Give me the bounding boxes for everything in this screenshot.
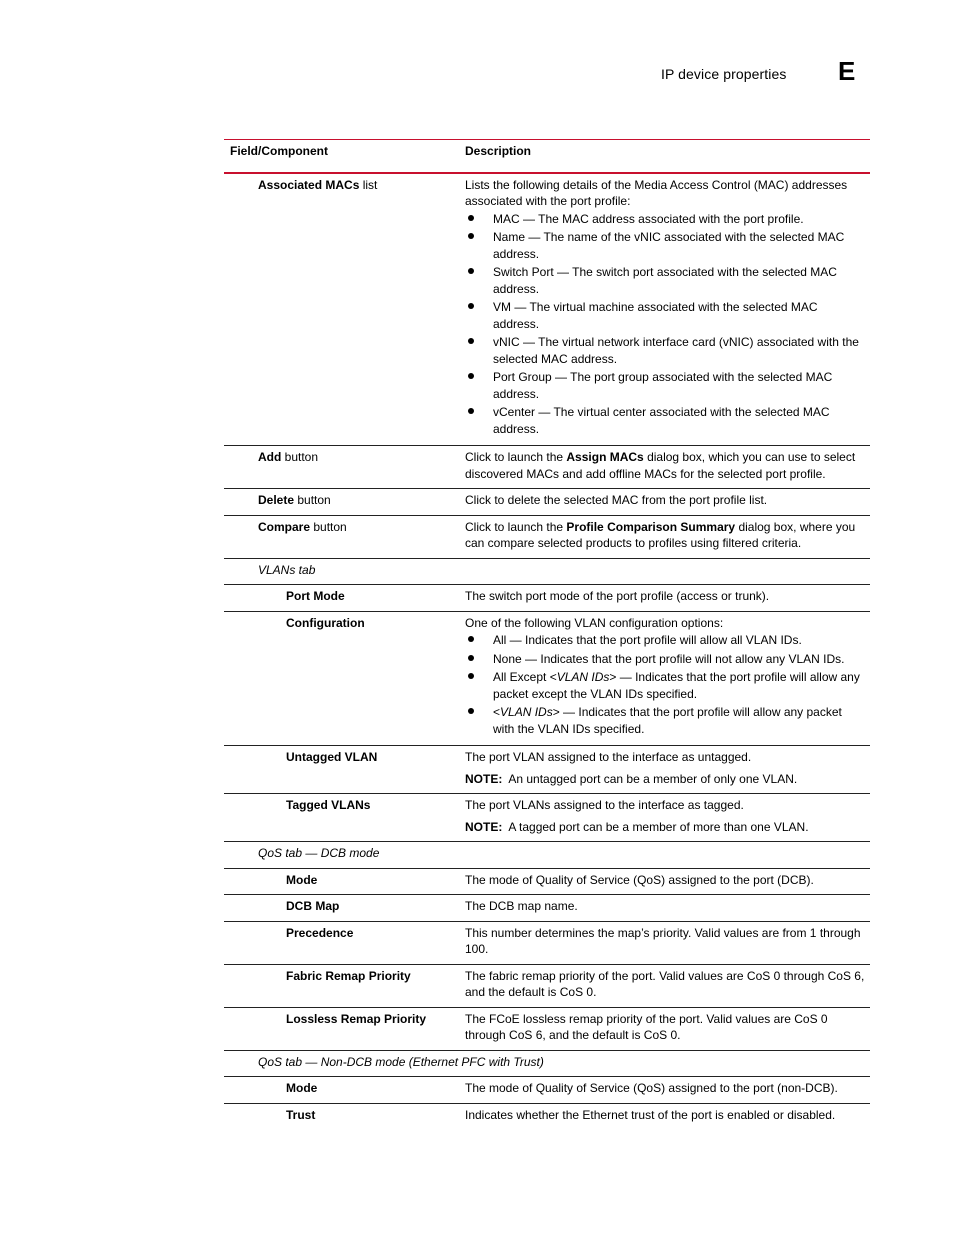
table-row: [224, 921, 870, 964]
section-label: QoS tab — Non-DCB mode (Ethernet PFC with Trust): [224, 1050, 870, 1077]
list-item-text: All Except <: [493, 670, 557, 684]
field-name: Associated MACs: [258, 177, 360, 192]
description-cell: The FCoE lossless remap priority of the port. Valid values are CoS 0 through CoS 6, and the default is CoS 0.: [453, 1007, 870, 1050]
list-item: Switch Port — The switch port associated with the selected MAC address.: [465, 264, 866, 297]
description-cell: [453, 173, 870, 446]
description-cell: The mode of Quality of Service (QoS) assigned to the port (DCB).: [453, 868, 870, 895]
description-cell: The switch port mode of the port profile (access or trunk).: [453, 585, 870, 612]
field-suffix: button: [281, 450, 319, 464]
field-cell: [224, 515, 453, 558]
section-label: QoS tab — DCB mode: [224, 842, 870, 869]
field-name: Tagged VLANs: [224, 794, 453, 842]
description-text: Click to launch the: [465, 519, 567, 534]
table-row: [224, 895, 870, 922]
section-row: [224, 842, 870, 869]
list-item: Name — The name of the vNIC associated with the selected MAC address.: [465, 229, 866, 262]
dialog-name: Assign MACs: [566, 450, 644, 464]
page-header: [0, 56, 954, 96]
field-name: Fabric Remap Priority: [224, 964, 453, 1007]
field-cell: [224, 489, 453, 516]
list-item: [465, 669, 866, 702]
field-name: Delete: [258, 493, 295, 507]
note-label: NOTE:: [465, 771, 503, 786]
properties-table: [224, 139, 870, 1129]
description-text: The port VLAN assigned to the interface as untagged.: [465, 750, 752, 764]
list-item-text: > — Indicates that the port profile will allow any packet except the VLAN IDs specified.: [493, 670, 860, 701]
bullet-list: [465, 632, 866, 737]
description-cell: The DCB map name.: [453, 895, 870, 922]
table-row: [224, 585, 870, 612]
description-cell: This number determines the map’s priority. Valid values are from 1 through 100.: [453, 921, 870, 964]
appendix-letter: E: [838, 56, 856, 86]
table-row: [224, 173, 870, 446]
list-item-italic: VLAN IDs: [500, 705, 553, 719]
table-row: [224, 1103, 870, 1129]
table-row: [224, 794, 870, 842]
description-text: Click to launch the: [465, 450, 567, 464]
field-name: Untagged VLAN: [224, 746, 453, 794]
list-item: VM — The virtual machine associated with the selected MAC address.: [465, 299, 866, 332]
field-suffix: list: [359, 177, 378, 192]
note-text: An untagged port can be a member of only one VLAN.: [508, 771, 798, 786]
description-cell: [453, 558, 870, 585]
table-row: [224, 964, 870, 1007]
table-row: [224, 1077, 870, 1104]
list-item: All — Indicates that the port profile will allow all VLAN IDs.: [465, 632, 866, 649]
table-row: [224, 1007, 870, 1050]
field-name: DCB Map: [224, 895, 453, 922]
field-name: Lossless Remap Priority: [224, 1007, 453, 1050]
field-name: Mode: [224, 868, 453, 895]
field-suffix: button: [310, 519, 347, 534]
field-name: Precedence: [224, 921, 453, 964]
table-row: [224, 515, 870, 558]
field-cell: [224, 173, 453, 446]
description-cell: [453, 746, 870, 794]
description-text: Lists the following details of the Media Access Control (MAC) addresses associated with the port profile:: [465, 177, 848, 208]
table-row: [224, 746, 870, 794]
note: [465, 819, 866, 836]
column-header-field: Field/Component: [224, 140, 453, 173]
table-row: [224, 868, 870, 895]
description-text: The port VLANs assigned to the interface as tagged.: [465, 798, 744, 812]
description-cell: [453, 794, 870, 842]
description-cell: The mode of Quality of Service (QoS) assigned to the port (non-DCB).: [453, 1077, 870, 1104]
field-name: Port Mode: [224, 585, 453, 612]
bullet-list: [465, 211, 866, 438]
field-name: Mode: [224, 1077, 453, 1104]
column-header-description: Description: [453, 140, 870, 173]
section-row: [224, 1050, 870, 1077]
field-name: Configuration: [224, 611, 453, 746]
description-cell: Indicates whether the Ethernet trust of the port is enabled or disabled.: [465, 1107, 836, 1122]
table-row: [224, 489, 870, 516]
field-name: Add: [258, 450, 282, 464]
description-cell: [453, 446, 870, 489]
list-item: MAC — The MAC address associated with the port profile.: [465, 211, 866, 228]
list-item-text: > — Indicates that the port profile will allow any packet with the VLAN IDs specified.: [493, 705, 842, 736]
field-name: Compare: [258, 519, 311, 534]
table-row: [224, 611, 870, 746]
description-text: dialog box, where you can compare selected products to profiles using filtered criteria.: [465, 519, 856, 550]
description-cell: [453, 515, 870, 558]
field-suffix: button: [294, 493, 331, 507]
table-header-row: [224, 140, 870, 173]
dialog-name: Profile Comparison Summary: [566, 519, 736, 534]
note-label: NOTE:: [465, 819, 503, 834]
description-cell: The fabric remap priority of the port. Valid values are CoS 0 through CoS 6, and the default is CoS 0.: [453, 964, 870, 1007]
description-text: One of the following VLAN configuration options:: [465, 615, 724, 630]
list-item: [465, 704, 866, 737]
field-name: Trust: [286, 1107, 316, 1122]
section-label: VLANs tab: [224, 558, 453, 585]
description-cell: Click to delete the selected MAC from the port profile list.: [453, 489, 870, 516]
list-item: Port Group — The port group associated with the selected MAC address.: [465, 369, 866, 402]
list-item: vCenter — The virtual center associated with the selected MAC address.: [465, 404, 866, 437]
note: [465, 771, 866, 788]
header-title: IP device properties: [661, 66, 787, 82]
description-text: dialog box, which you can use to select discovered MACs and add offline MACs for the selected port profile.: [465, 450, 856, 481]
field-cell: [224, 446, 453, 489]
section-row: [224, 558, 870, 585]
note-text: A tagged port can be a member of more than one VLAN.: [508, 819, 809, 834]
list-item: vNIC — The virtual network interface card (vNIC) associated with the selected MAC address.: [465, 334, 866, 367]
description-cell: [453, 611, 870, 746]
list-item-italic: VLAN IDs: [556, 670, 610, 684]
list-item: None — Indicates that the port profile will not allow any VLAN IDs.: [465, 651, 866, 668]
table-row: [224, 446, 870, 489]
list-item-text: <: [493, 705, 501, 719]
